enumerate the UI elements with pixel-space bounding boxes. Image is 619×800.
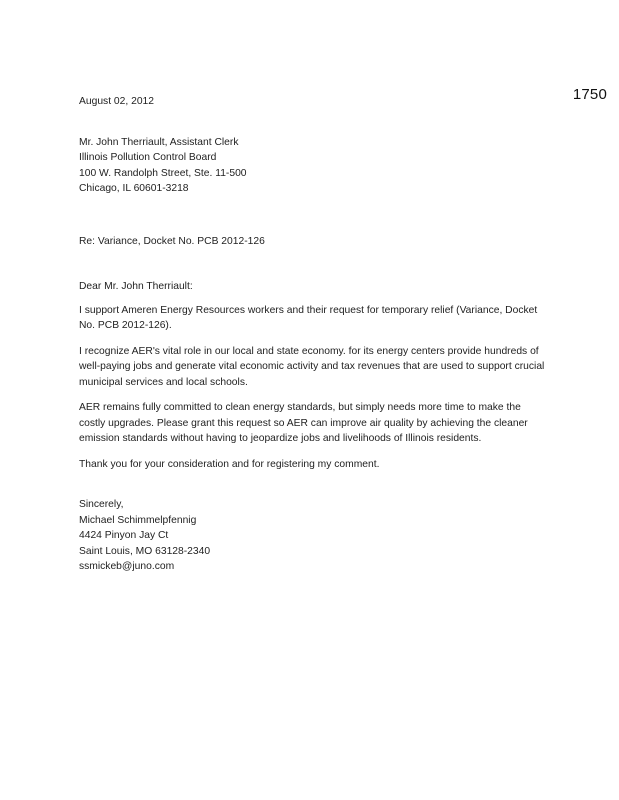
signature-block	[79, 497, 549, 575]
recipient-line: Chicago, IL 60601-3218	[79, 183, 189, 194]
recipient-line: 100 W. Randolph Street, Ste. 11-500	[79, 167, 247, 179]
recipient-line: Mr. John Therriault, Assistant Clerk	[79, 136, 239, 148]
sender-name: Michael Schimmelpfennig	[79, 514, 197, 526]
body-paragraph: I recognize AER's vital role in our local and state economy. for its energy centers provide hundreds of well-paying jobs and generate vital economic activity and tax revenues that are used to support crucial municipal services and local schools.	[79, 345, 545, 388]
subject-line: Re: Variance, Docket No. PCB 2012-126	[79, 235, 265, 247]
thank-you-paragraph: Thank you for your consideration and for registering my comment.	[79, 458, 380, 470]
recipient-line: Illinois Pollution Control Board	[79, 152, 217, 163]
recipient-address	[79, 135, 549, 197]
page-number: 1750	[572, 86, 607, 103]
salutation: Dear Mr. John Therriault:	[79, 281, 193, 292]
sender-city: Saint Louis, MO 63128-2340	[79, 545, 211, 557]
valediction: Sincerely,	[79, 499, 124, 510]
sender-email: ssmickeb@juno.com	[79, 561, 175, 572]
letter-body	[79, 94, 549, 575]
body-paragraph: I support Ameren Energy Resources workers and their request for temporary relief (Variance, Docket No. PCB 2012-126).	[79, 304, 538, 331]
sender-street: 4424 Pinyon Jay Ct	[79, 530, 169, 541]
body-paragraph: AER remains fully committed to clean energy standards, but simply needs more time to make the costly upgrades. Please grant this request so AER can improve air quality by achieving the cleaner emission standards without having to jeopardize jobs and livelihoods of Illinois residents.	[79, 402, 528, 444]
letter-date: August 02, 2012	[79, 96, 154, 107]
